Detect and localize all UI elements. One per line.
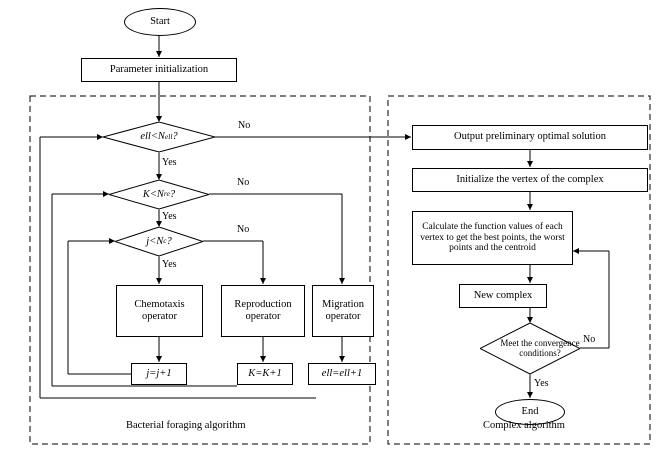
node-increment-k-label: K=K+1 [248, 367, 282, 379]
node-migration-operator-label: Migration operator [322, 298, 364, 322]
edge-label-ell-no [238, 120, 250, 131]
edge-label-ell-no-text: No [238, 120, 251, 131]
node-decision-ell-label [103, 122, 215, 152]
edge-label-k-yes-text: Yes [162, 211, 177, 222]
node-increment-j [131, 363, 187, 385]
node-reproduction-operator [221, 285, 305, 337]
edge-label-j-no [237, 224, 249, 235]
group-label-complex-algorithm-text: Complex algorithm [483, 420, 565, 431]
node-output-preliminary-solution [412, 125, 648, 150]
edge-label-k-no [237, 177, 249, 188]
node-increment-j-label: j=j+1 [146, 367, 172, 379]
decision-convergence-text: Meet the convergence conditions? [500, 337, 580, 358]
edge-label-j-yes-text: Yes [162, 259, 177, 270]
node-increment-ell [308, 363, 376, 385]
node-decision-j-label [115, 227, 203, 256]
node-decision-j [115, 227, 203, 256]
decision-j-tail: ? [166, 235, 172, 247]
node-calculate-function-values [412, 211, 573, 265]
node-decision-convergence-label [480, 323, 600, 374]
node-migration-operator [312, 285, 374, 337]
node-decision-convergence [480, 323, 580, 374]
edge-label-ell-yes-text: Yes [162, 157, 177, 168]
node-initialize-vertex [412, 168, 648, 192]
edge-label-ell-yes [162, 157, 177, 168]
edge-label-j-no-text: No [237, 224, 250, 235]
node-decision-ell [103, 122, 215, 152]
node-initialize-vertex-label: Initialize the vertex of the complex [456, 173, 604, 185]
node-calculate-function-values-label: Calculate the function values of each vertex to get the best points, the worst points and the centroid [420, 221, 565, 254]
node-output-preliminary-solution-label: Output preliminary optimal solution [454, 131, 606, 143]
decision-k-tail: ? [169, 188, 176, 200]
node-parameter-initialization [81, 58, 237, 82]
edge-label-convergence-no [583, 334, 595, 345]
group-label-bacterial-foraging-text: Bacterial foraging algorithm [126, 420, 246, 431]
edge-label-k-yes [162, 211, 177, 222]
decision-j-text: j<N [146, 235, 164, 247]
node-decision-k-label [109, 180, 209, 209]
decision-k-sub: re [163, 189, 170, 199]
decision-k-text: K<N [142, 188, 164, 200]
decision-ell-sub: ell [164, 131, 173, 141]
node-start [124, 8, 196, 36]
node-reproduction-operator-label: Reproduction operator [234, 298, 292, 322]
decision-j-sub: c [163, 236, 167, 246]
group-label-complex-algorithm [483, 420, 565, 431]
node-chemotaxis-operator-label: Chemotaxis operator [134, 298, 185, 322]
group-label-bacterial-foraging [126, 420, 246, 431]
edge-label-convergence-yes [534, 378, 549, 389]
node-parameter-initialization-label: Parameter initialization [109, 63, 209, 75]
node-increment-k [237, 363, 293, 385]
decision-ell-tail: ? [172, 131, 178, 143]
edge-label-j-yes [162, 259, 177, 270]
decision-ell-text: ell<N [140, 131, 165, 143]
node-chemotaxis-operator [116, 285, 203, 337]
node-start-label: Start [150, 15, 170, 27]
node-new-complex [459, 284, 547, 308]
edge-label-convergence-yes-text: Yes [534, 378, 549, 389]
edge-label-convergence-no-text: No [583, 334, 596, 345]
node-decision-k [109, 180, 209, 209]
edge-label-k-no-text: No [237, 177, 250, 188]
node-end-label: End [521, 405, 539, 417]
node-increment-ell-label: ell=ell+1 [321, 367, 363, 379]
node-new-complex-label: New complex [473, 289, 533, 301]
